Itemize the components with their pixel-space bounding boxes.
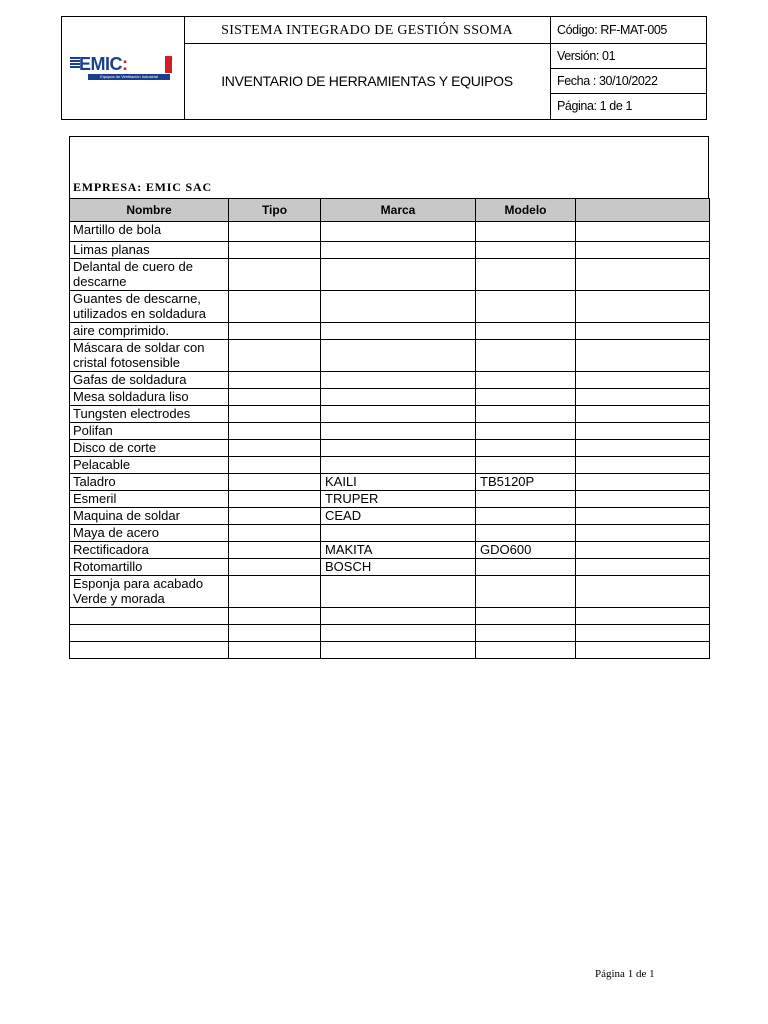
cell-nombre: Tungsten electrodes (70, 405, 229, 422)
table-header-row (70, 199, 710, 222)
table-row (70, 290, 710, 322)
cell-tipo (229, 439, 321, 456)
cell-extra (576, 607, 710, 624)
cell-modelo (476, 558, 576, 575)
document-title: INVENTARIO DE HERRAMIENTAS Y EQUIPOS (221, 73, 513, 89)
cell-marca (321, 607, 476, 624)
cell-extra (576, 258, 710, 290)
cell-tipo (229, 641, 321, 658)
logo-sac-tag: SAC (165, 56, 172, 73)
column-header-marca: Marca (321, 199, 476, 222)
table-row (70, 507, 710, 524)
table-row (70, 541, 710, 558)
cell-nombre: Delantal de cuero de descarne (70, 258, 229, 290)
meta-cell (551, 17, 707, 119)
meta-fecha: Fecha : 30/10/2022 (551, 69, 707, 94)
column-header-modelo: Modelo (476, 199, 576, 222)
cell-nombre: Disco de corte (70, 439, 229, 456)
table-row (70, 405, 710, 422)
cell-nombre (70, 624, 229, 641)
cell-modelo (476, 290, 576, 322)
cell-tipo (229, 541, 321, 558)
cell-tipo (229, 290, 321, 322)
cell-nombre (70, 607, 229, 624)
cell-modelo (476, 242, 576, 259)
column-header-tipo: Tipo (229, 199, 321, 222)
cell-extra (576, 490, 710, 507)
cell-marca (321, 339, 476, 371)
cell-nombre: Polifan (70, 422, 229, 439)
cell-tipo (229, 575, 321, 607)
cell-marca (321, 242, 476, 259)
table-row (70, 624, 710, 641)
cell-extra (576, 507, 710, 524)
cell-nombre: Pelacable (70, 456, 229, 473)
table-row (70, 339, 710, 371)
cell-modelo (476, 575, 576, 607)
table-row (70, 222, 710, 242)
cell-nombre: Esponja para acabado Verde y morada (70, 575, 229, 607)
cell-nombre: Limas planas (70, 242, 229, 259)
cell-extra (576, 388, 710, 405)
cell-modelo (476, 524, 576, 541)
cell-marca (321, 439, 476, 456)
cell-nombre: Esmeril (70, 490, 229, 507)
cell-modelo: GDO600 (476, 541, 576, 558)
cell-modelo (476, 422, 576, 439)
cell-marca: TRUPER (321, 490, 476, 507)
cell-modelo (476, 607, 576, 624)
table-row (70, 456, 710, 473)
cell-modelo: TB5120P (476, 473, 576, 490)
cell-extra (576, 371, 710, 388)
cell-marca (321, 524, 476, 541)
cell-extra (576, 541, 710, 558)
table-row (70, 607, 710, 624)
cell-modelo (476, 222, 576, 242)
cell-nombre: Maquina de soldar (70, 507, 229, 524)
cell-modelo (476, 490, 576, 507)
cell-modelo (476, 371, 576, 388)
table-row (70, 322, 710, 339)
system-title: SISTEMA INTEGRADO DE GESTIÓN SSOMA (184, 17, 550, 44)
cell-extra (576, 473, 710, 490)
cell-nombre: Maya de acero (70, 524, 229, 541)
cell-modelo (476, 405, 576, 422)
cell-nombre: Guantes de descarne, utilizados en soldadura (70, 290, 229, 322)
cell-marca (321, 371, 476, 388)
emic-logo (70, 55, 174, 83)
cell-extra (576, 456, 710, 473)
cell-marca (321, 322, 476, 339)
cell-modelo (476, 339, 576, 371)
cell-tipo (229, 258, 321, 290)
title-cell (184, 17, 551, 119)
cell-tipo (229, 524, 321, 541)
table-row (70, 422, 710, 439)
cell-extra (576, 439, 710, 456)
cell-marca: BOSCH (321, 558, 476, 575)
cell-extra (576, 558, 710, 575)
cell-marca (321, 405, 476, 422)
cell-extra (576, 405, 710, 422)
table-row (70, 575, 710, 607)
cell-extra (576, 575, 710, 607)
cell-tipo (229, 242, 321, 259)
table-row (70, 388, 710, 405)
cell-marca: MAKITA (321, 541, 476, 558)
cell-tipo (229, 371, 321, 388)
cell-nombre: Martillo de bola (70, 222, 229, 242)
cell-nombre: Gafas de soldadura (70, 371, 229, 388)
cell-tipo (229, 405, 321, 422)
cell-nombre (70, 641, 229, 658)
cell-tipo (229, 607, 321, 624)
cell-tipo (229, 473, 321, 490)
cell-marca (321, 641, 476, 658)
table-row (70, 371, 710, 388)
cell-marca: CEAD (321, 507, 476, 524)
logo-tagline: Equipos de Ventilación Industrial (88, 74, 170, 80)
cell-marca (321, 258, 476, 290)
table-row (70, 258, 710, 290)
column-header-nombre: Nombre (70, 199, 229, 222)
cell-tipo (229, 322, 321, 339)
cell-modelo (476, 624, 576, 641)
cell-tipo (229, 490, 321, 507)
cell-extra (576, 624, 710, 641)
cell-modelo (476, 507, 576, 524)
cell-marca: KAILI (321, 473, 476, 490)
cell-nombre: Mesa soldadura liso (70, 388, 229, 405)
cell-extra (576, 524, 710, 541)
logo-wordmark: EMIC: (79, 54, 128, 74)
cell-tipo (229, 388, 321, 405)
cell-nombre: Máscara de soldar con cristal fotosensible (70, 339, 229, 371)
cell-marca (321, 422, 476, 439)
cell-tipo (229, 507, 321, 524)
cell-marca (321, 624, 476, 641)
inventory-table (69, 198, 710, 659)
cell-modelo (476, 439, 576, 456)
cell-tipo (229, 624, 321, 641)
cell-tipo (229, 422, 321, 439)
cell-modelo (476, 322, 576, 339)
meta-pagina: Página: 1 de 1 (557, 99, 633, 113)
cell-extra (576, 641, 710, 658)
cell-nombre: Rotomartillo (70, 558, 229, 575)
cell-marca (321, 456, 476, 473)
table-row (70, 242, 710, 259)
cell-tipo (229, 339, 321, 371)
table-row (70, 439, 710, 456)
table-row (70, 524, 710, 541)
meta-version: Versión: 01 (551, 44, 707, 69)
cell-extra (576, 322, 710, 339)
page-footer: Página 1 de 1 (595, 968, 655, 980)
cell-tipo (229, 222, 321, 242)
cell-nombre: Taladro (70, 473, 229, 490)
cell-tipo (229, 456, 321, 473)
document-header (61, 16, 707, 120)
table-row (70, 473, 710, 490)
table-row (70, 490, 710, 507)
cell-modelo (476, 641, 576, 658)
cell-modelo (476, 388, 576, 405)
column-header-extra (576, 199, 710, 222)
meta-codigo: Código: RF-MAT-005 (551, 17, 707, 44)
logo-cell (62, 17, 185, 119)
cell-tipo (229, 558, 321, 575)
cell-extra (576, 242, 710, 259)
table-row (70, 558, 710, 575)
cell-marca (321, 222, 476, 242)
cell-extra (576, 290, 710, 322)
cell-modelo (476, 258, 576, 290)
cell-nombre: aire comprimido. (70, 322, 229, 339)
cell-modelo (476, 456, 576, 473)
empresa-label: EMPRESA: EMIC SAC (73, 180, 212, 194)
cell-extra (576, 339, 710, 371)
cell-marca (321, 575, 476, 607)
table-row (70, 641, 710, 658)
cell-extra (576, 222, 710, 242)
cell-marca (321, 290, 476, 322)
cell-extra (576, 422, 710, 439)
cell-marca (321, 388, 476, 405)
cell-nombre: Rectificadora (70, 541, 229, 558)
